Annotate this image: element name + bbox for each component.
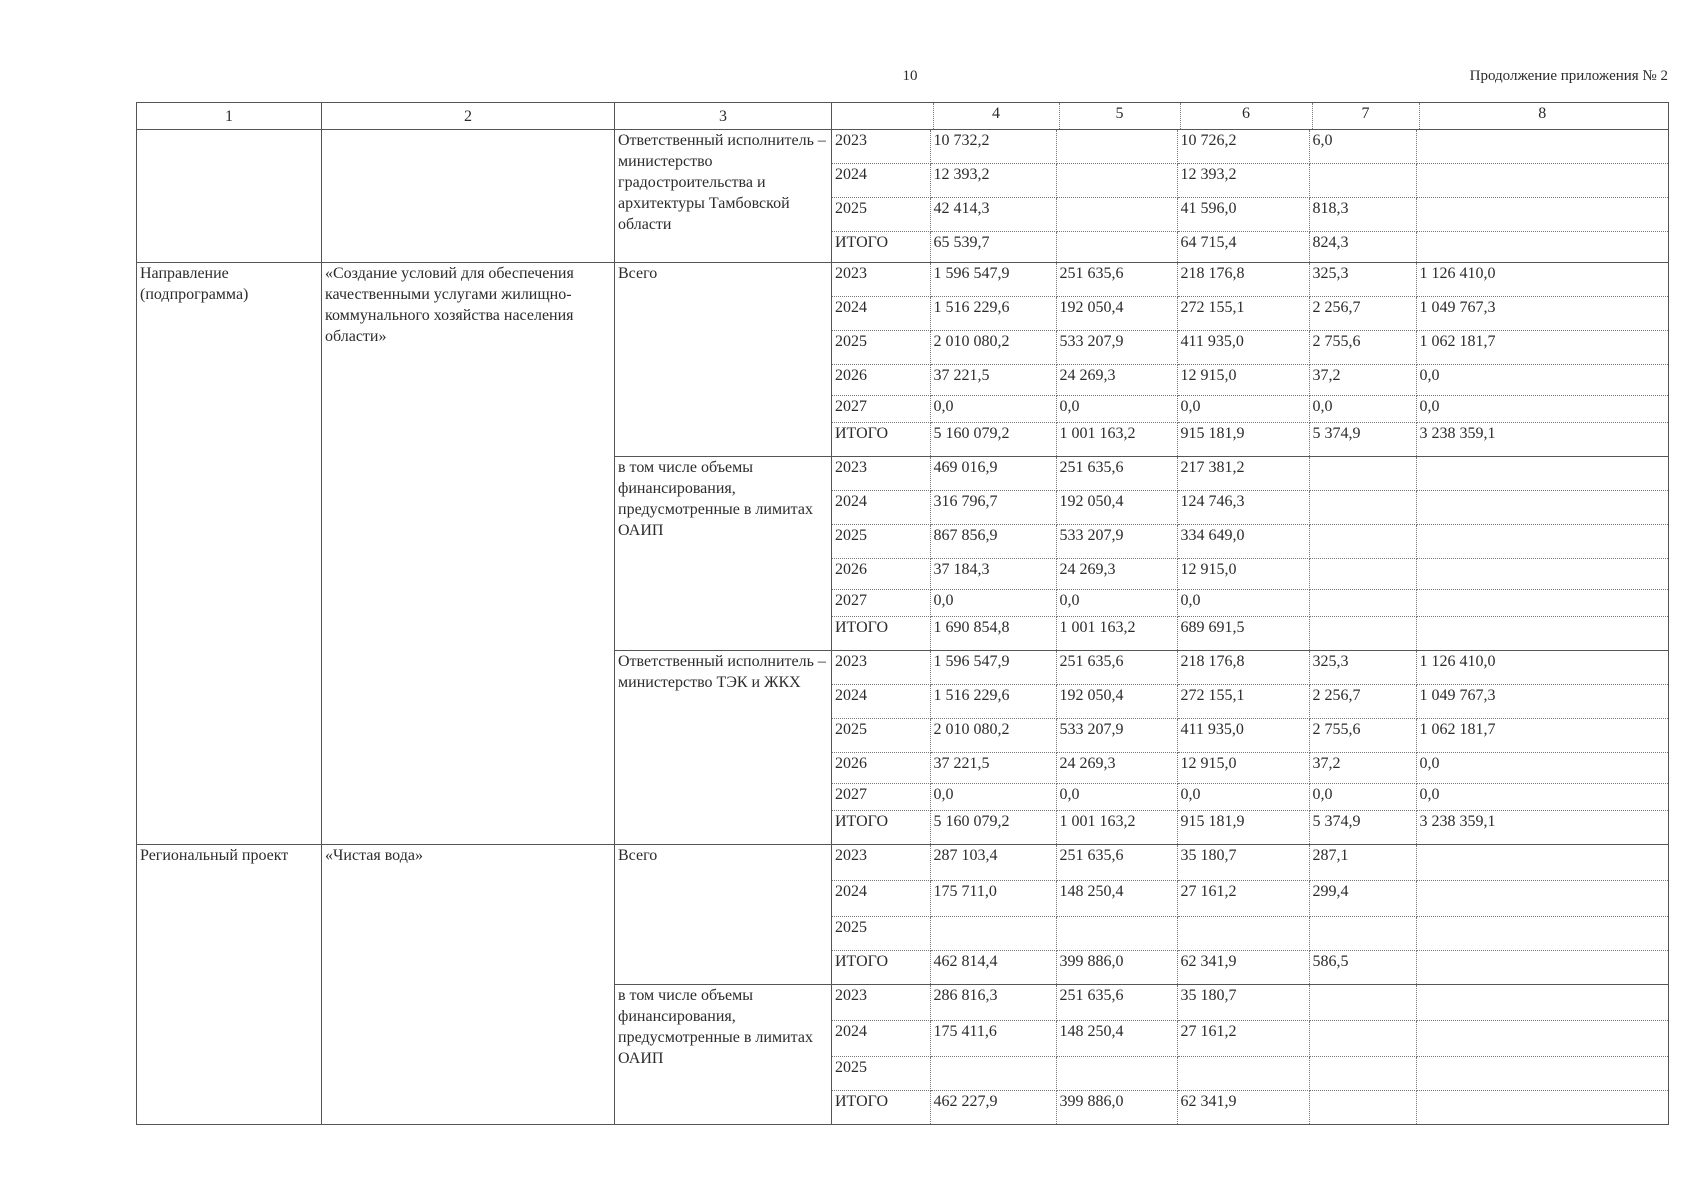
- value-cell: 1 516 229,6: [930, 685, 1056, 719]
- value-cell: 37 221,5: [930, 753, 1056, 784]
- value-cell: 0,0: [1416, 753, 1668, 784]
- value-cell: 37 221,5: [930, 365, 1056, 396]
- column-header: 1: [137, 103, 322, 130]
- value-cell: [1309, 985, 1416, 1021]
- value-cell: 1 690 854,8: [930, 617, 1056, 651]
- table-row: [137, 263, 1669, 457]
- value-cell: 272 155,1: [1177, 685, 1309, 719]
- table-body: [137, 130, 1669, 1125]
- value-cell: 0,0: [1056, 396, 1177, 423]
- value-cell: [1416, 951, 1668, 985]
- year-cell: ИТОГО: [832, 811, 930, 845]
- value-cell: 1 001 163,2: [1056, 617, 1177, 651]
- value-cell: 42 414,3: [930, 198, 1056, 232]
- year-row: [832, 365, 1668, 396]
- year-row: [832, 198, 1668, 232]
- value-cell: 1 516 229,6: [930, 297, 1056, 331]
- value-cell: [1416, 1057, 1668, 1091]
- year-cell: 2024: [832, 164, 930, 198]
- value-cell: 316 796,7: [930, 491, 1056, 525]
- value-cell: [1309, 1057, 1416, 1091]
- year-cell: 2023: [832, 263, 930, 297]
- funding-source-cell: в том числе объемы финансирования, предусмотренные в лимитах ОАИП: [615, 457, 832, 651]
- value-cell: 0,0: [930, 590, 1056, 617]
- table-row: [137, 130, 1669, 263]
- value-cell: 533 207,9: [1056, 719, 1177, 753]
- value-cell: 5 374,9: [1309, 423, 1416, 457]
- year-cell: 2025: [832, 525, 930, 559]
- value-cell: 287 103,4: [930, 845, 1056, 881]
- value-cell: [1056, 198, 1177, 232]
- value-cell: 251 635,6: [1056, 985, 1177, 1021]
- value-cell: [1416, 559, 1668, 590]
- year-values-table: [832, 457, 1668, 650]
- value-cell: 286 816,3: [930, 985, 1056, 1021]
- value-cell: 148 250,4: [1056, 881, 1177, 917]
- year-row: [832, 491, 1668, 525]
- year-cell: 2026: [832, 753, 930, 784]
- value-cell: 0,0: [1177, 590, 1309, 617]
- value-cell: [1309, 164, 1416, 198]
- year-cell: 2025: [832, 1057, 930, 1091]
- value-cell: 41 596,0: [1177, 198, 1309, 232]
- year-row: [832, 719, 1668, 753]
- year-row: [832, 559, 1668, 590]
- value-cell: [1309, 1021, 1416, 1057]
- year-cell: 2026: [832, 365, 930, 396]
- year-cell: 2023: [832, 985, 930, 1021]
- year-row: [832, 297, 1668, 331]
- value-cell: [1309, 590, 1416, 617]
- value-cell: 1 001 163,2: [1056, 423, 1177, 457]
- value-cell: [1416, 617, 1668, 651]
- year-cell: ИТОГО: [832, 1091, 930, 1125]
- year-values-table: [832, 845, 1668, 984]
- year-row: [832, 590, 1668, 617]
- year-values-cell: [832, 457, 1669, 651]
- year-cell: 2024: [832, 491, 930, 525]
- value-cell: 325,3: [1309, 263, 1416, 297]
- column-header: 4: [933, 103, 1059, 129]
- year-row: [832, 951, 1668, 985]
- value-cell: 818,3: [1309, 198, 1416, 232]
- year-cell: 2023: [832, 651, 930, 685]
- value-cell: 37,2: [1309, 753, 1416, 784]
- value-cell: 3 238 359,1: [1419, 813, 1496, 830]
- value-cell: 251 635,6: [1056, 263, 1177, 297]
- year-cell: ИТОГО: [832, 951, 930, 985]
- value-cell: 1 126 410,0: [1416, 263, 1668, 297]
- value-cell: 299,4: [1309, 881, 1416, 917]
- year-cell: 2027: [832, 590, 930, 617]
- column-header: 8: [1538, 105, 1547, 122]
- year-row: [832, 164, 1668, 198]
- value-cell: 2 755,6: [1309, 719, 1416, 753]
- value-cell: [1309, 491, 1416, 525]
- year-values-table: [832, 263, 1668, 456]
- value-cell: 1 049 767,3: [1416, 297, 1668, 331]
- value-cell: 399 886,0: [1056, 951, 1177, 985]
- value-cell: 0,0: [1056, 590, 1177, 617]
- value-cell: 24 269,3: [1056, 365, 1177, 396]
- value-cell: 12 915,0: [1177, 365, 1309, 396]
- value-cell: 217 381,2: [1177, 457, 1309, 491]
- value-cell: 533 207,9: [1056, 525, 1177, 559]
- value-cell: [1416, 881, 1668, 917]
- value-cell: [1056, 130, 1177, 164]
- year-cell: ИТОГО: [832, 423, 930, 457]
- funding-source-cell: Всего: [615, 263, 832, 457]
- value-cell: 287,1: [1309, 845, 1416, 881]
- year-row: [832, 1091, 1668, 1125]
- value-cell: 148 250,4: [1056, 1021, 1177, 1057]
- year-row: [832, 617, 1668, 651]
- value-cell: 586,5: [1309, 951, 1416, 985]
- year-row: [832, 1057, 1668, 1091]
- year-cell: 2023: [832, 130, 930, 164]
- value-cell: [1056, 164, 1177, 198]
- value-cell: 12 915,0: [1177, 753, 1309, 784]
- value-cell: 192 050,4: [1056, 297, 1177, 331]
- value-cell: 824,3: [1309, 232, 1416, 263]
- value-cell: [1416, 525, 1668, 559]
- value-cell: 27 161,2: [1177, 1021, 1309, 1057]
- value-cell: [930, 1057, 1056, 1091]
- value-cell: 251 635,6: [1056, 651, 1177, 685]
- value-cell: 218 176,8: [1177, 263, 1309, 297]
- financing-table: [136, 102, 1669, 1125]
- year-row: [832, 331, 1668, 365]
- value-cell: 0,0: [1177, 396, 1309, 423]
- column-header-row: [137, 103, 1669, 130]
- year-row: [832, 917, 1668, 951]
- value-cell: [1309, 917, 1416, 951]
- column-header: 2: [322, 103, 615, 130]
- value-cell: 411 935,0: [1177, 719, 1309, 753]
- value-cell: 35 180,7: [1177, 985, 1309, 1021]
- row-type-cell: Региональный проект: [137, 845, 322, 1125]
- value-cell: 27 161,2: [1177, 881, 1309, 917]
- value-cell: [1056, 232, 1177, 263]
- year-values-table: [832, 130, 1668, 262]
- value-cell: 12 393,2: [1177, 164, 1309, 198]
- year-values-cell: [832, 130, 1669, 263]
- value-cell: [1416, 164, 1668, 198]
- year-cell: 2027: [832, 784, 930, 811]
- value-cell: 251 635,6: [1056, 845, 1177, 881]
- value-cell: [1416, 130, 1668, 164]
- value-cell: 1 049 767,3: [1416, 685, 1668, 719]
- year-cell: ИТОГО: [832, 617, 930, 651]
- value-cell: 5 160 079,2: [930, 811, 1056, 845]
- value-cell: 251 635,6: [1056, 457, 1177, 491]
- row-type-cell: Направление (подпрограмма): [137, 263, 322, 845]
- value-cell: 6,0: [1309, 130, 1416, 164]
- value-cell: 175 411,6: [930, 1021, 1056, 1057]
- value-cell: 175 711,0: [930, 881, 1056, 917]
- page-number: 10: [902, 68, 918, 84]
- value-cell: 24 269,3: [1056, 559, 1177, 590]
- value-cell: 192 050,4: [1056, 491, 1177, 525]
- value-cell: 0,0: [930, 396, 1056, 423]
- year-values-table: [832, 985, 1668, 1124]
- value-cell: 411 935,0: [1177, 331, 1309, 365]
- year-values-cell: [832, 845, 1669, 985]
- value-cell: 0,0: [1309, 784, 1416, 811]
- value-cell: 0,0: [1309, 396, 1416, 423]
- year-cell: ИТОГО: [832, 232, 930, 263]
- value-cell: [1416, 845, 1668, 881]
- year-row: [832, 845, 1668, 881]
- year-row: [832, 525, 1668, 559]
- value-cell: 2 256,7: [1309, 685, 1416, 719]
- value-cell: 2 010 080,2: [930, 331, 1056, 365]
- value-cell: 65 539,7: [930, 232, 1056, 263]
- year-row: [832, 685, 1668, 719]
- year-values-cell: [832, 985, 1669, 1125]
- value-cell: 0,0: [1177, 784, 1309, 811]
- year-row: [832, 784, 1668, 811]
- value-cell: [930, 917, 1056, 951]
- value-cell: 2 010 080,2: [930, 719, 1056, 753]
- continuation-label: Продолжение приложения № 2: [1469, 68, 1668, 84]
- value-cell: 5 160 079,2: [930, 423, 1056, 457]
- row-title-cell: «Создание условий для обеспечения качественными услугами жилищно-коммунального хозяйства населения области»: [322, 263, 615, 845]
- value-cell: 533 207,9: [1056, 331, 1177, 365]
- year-values-table: [832, 651, 1668, 844]
- year-cell: 2025: [832, 917, 930, 951]
- value-cell: 218 176,8: [1177, 651, 1309, 685]
- value-cell: 1 062 181,7: [1416, 719, 1668, 753]
- value-cell: [1416, 1021, 1668, 1057]
- value-cell: 469 016,9: [930, 457, 1056, 491]
- year-row: [832, 811, 1668, 845]
- value-cell: 0,0: [1416, 396, 1668, 423]
- value-cell: 24 269,3: [1056, 753, 1177, 784]
- column-header: 7: [1312, 103, 1419, 129]
- year-cell: 2025: [832, 198, 930, 232]
- value-cell: 1 596 547,9: [930, 651, 1056, 685]
- value-cell: [1309, 617, 1416, 651]
- table-row: [137, 845, 1669, 985]
- value-cell: [1056, 1057, 1177, 1091]
- funding-source-cell: Ответственный исполнитель – министерство градостроительства и архитектуры Тамбовской области: [615, 130, 832, 263]
- year-cell: 2024: [832, 1021, 930, 1057]
- year-row: [832, 130, 1668, 164]
- year-cell: 2023: [832, 845, 930, 881]
- year-row: [832, 985, 1668, 1021]
- value-cell: 0,0: [1056, 784, 1177, 811]
- value-cell: 12 393,2: [930, 164, 1056, 198]
- value-cell: [1416, 590, 1668, 617]
- year-cell: 2023: [832, 457, 930, 491]
- value-cell: [1416, 457, 1668, 491]
- value-cell: 272 155,1: [1177, 297, 1309, 331]
- year-row: [832, 881, 1668, 917]
- value-cell: 0,0: [1416, 365, 1668, 396]
- year-cell: 2025: [832, 719, 930, 753]
- value-cell: 399 886,0: [1056, 1091, 1177, 1125]
- value-cell: 689 691,5: [1177, 617, 1309, 651]
- funding-source-cell: в том числе объемы финансирования, предусмотренные в лимитах ОАИП: [615, 985, 832, 1125]
- value-cell: 5 374,9: [1309, 811, 1416, 845]
- value-cell: [1056, 917, 1177, 951]
- value-cell: 12 915,0: [1177, 559, 1309, 590]
- value-cell: [1416, 985, 1668, 1021]
- funding-source-cell: Всего: [615, 845, 832, 985]
- year-cell: 2025: [832, 331, 930, 365]
- value-cell: 334 649,0: [1177, 525, 1309, 559]
- value-cell: 1 596 547,9: [930, 263, 1056, 297]
- value-cell: [1416, 491, 1668, 525]
- value-cell: 915 181,9: [1177, 811, 1309, 845]
- value-cell: 64 715,4: [1177, 232, 1309, 263]
- year-row: [832, 232, 1668, 263]
- value-cell: 1 062 181,7: [1416, 331, 1668, 365]
- value-cell: 35 180,7: [1177, 845, 1309, 881]
- value-cell: [1177, 917, 1309, 951]
- header-subtable: [835, 103, 1665, 129]
- value-cell: 0,0: [1416, 784, 1668, 811]
- value-cell: 867 856,9: [930, 525, 1056, 559]
- row-title-cell: «Чистая вода»: [322, 845, 615, 1125]
- value-cell: 2 755,6: [1309, 331, 1416, 365]
- row-type-cell: [137, 130, 322, 263]
- value-cell: 1 126 410,0: [1416, 651, 1668, 685]
- year-row: [832, 753, 1668, 784]
- value-cell: 124 746,3: [1177, 491, 1309, 525]
- value-cell: 10 732,2: [930, 130, 1056, 164]
- value-cell: 37 184,3: [930, 559, 1056, 590]
- value-cell: [1416, 1091, 1668, 1125]
- year-cell: 2027: [832, 396, 930, 423]
- year-row: [832, 651, 1668, 685]
- year-cell: 2024: [832, 297, 930, 331]
- year-row: [832, 1021, 1668, 1057]
- year-row: [832, 457, 1668, 491]
- value-cell: 10 726,2: [1177, 130, 1309, 164]
- value-cell: [1416, 198, 1668, 232]
- column-header: 6: [1180, 103, 1312, 129]
- value-cell: [1177, 1057, 1309, 1091]
- year-cell: 2026: [832, 559, 930, 590]
- value-cell: 915 181,9: [1177, 423, 1309, 457]
- value-cell: 192 050,4: [1056, 685, 1177, 719]
- year-values-cell: [832, 651, 1669, 845]
- column-header-group: [832, 103, 1669, 130]
- value-cell: 62 341,9: [1177, 951, 1309, 985]
- year-cell: 2024: [832, 685, 930, 719]
- year-row: [832, 263, 1668, 297]
- value-cell: [1309, 1091, 1416, 1125]
- value-cell: 62 341,9: [1177, 1091, 1309, 1125]
- year-cell: 2024: [832, 881, 930, 917]
- year-row: [832, 396, 1668, 423]
- value-cell: 37,2: [1309, 365, 1416, 396]
- value-cell: 2 256,7: [1309, 297, 1416, 331]
- value-cell: [1416, 232, 1668, 263]
- value-cell: 1 001 163,2: [1056, 811, 1177, 845]
- value-cell: 3 238 359,1: [1419, 425, 1496, 442]
- year-values-cell: [832, 263, 1669, 457]
- row-title-cell: [322, 130, 615, 263]
- value-cell: [1309, 525, 1416, 559]
- value-cell: 0,0: [930, 784, 1056, 811]
- value-cell: [1309, 559, 1416, 590]
- value-cell: 462 814,4: [930, 951, 1056, 985]
- column-header: 3: [615, 103, 832, 130]
- value-cell: 325,3: [1309, 651, 1416, 685]
- column-header: 5: [1059, 103, 1180, 129]
- funding-source-cell: Ответственный исполнитель – министерство ТЭК и ЖКХ: [615, 651, 832, 845]
- year-row: [832, 423, 1668, 457]
- value-cell: [1416, 917, 1668, 951]
- value-cell: 462 227,9: [930, 1091, 1056, 1125]
- value-cell: [1309, 457, 1416, 491]
